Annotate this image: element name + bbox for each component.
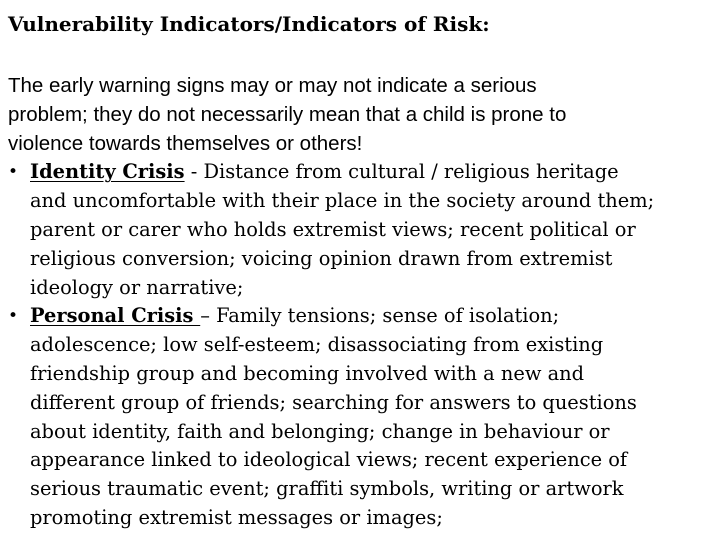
list-item-personal-crisis (8, 302, 710, 532)
indicator-text: about identity, faith and belonging; change in behaviour or (30, 419, 610, 443)
indicator-text: parent or carer who holds extremist views; recent political or (30, 217, 636, 241)
indicator-first-line (30, 302, 710, 331)
intro-line: The early warning signs may or may not indicate a serious (8, 74, 537, 97)
intro-line: violence towards themselves or others! (8, 131, 363, 155)
bullet-icon: • (8, 162, 19, 183)
indicator-text: Family tensions; sense of isolation; (216, 304, 560, 328)
indicator-separator: – (200, 304, 217, 328)
list-item-identity-crisis (8, 158, 710, 302)
indicator-text: religious conversion; voicing opinion drawn from extremist (30, 246, 613, 270)
indicator-list (8, 158, 710, 532)
indicator-text: adolescence; low self-esteem; disassociating from existing (30, 333, 604, 357)
indicator-text: ideology or narrative; (30, 275, 244, 299)
indicator-term: Personal Crisis (30, 304, 201, 328)
intro-line: problem; they do not necessarily mean that a child is prone to (8, 102, 567, 126)
indicator-text: different group of friends; searching for answers to questions (30, 390, 637, 414)
intro-paragraph (8, 72, 710, 158)
page-title: Vulnerability Indicators/Indicators of Risk: (8, 12, 490, 36)
indicator-text: and uncomfortable with their place in the society around them; (30, 189, 655, 213)
indicator-text: serious traumatic event; graffiti symbols, writing or artwork (30, 477, 624, 501)
indicator-text: Distance from cultural / religious heritage (203, 160, 619, 184)
indicator-text: friendship group and becoming involved with a new and (30, 361, 585, 385)
bullet-icon: • (8, 306, 19, 327)
indicator-text: promoting extremist messages or images; (30, 505, 443, 529)
indicator-term: Identity Crisis (30, 160, 185, 184)
indicator-text: appearance linked to ideological views; recent experience of (30, 448, 628, 472)
indicator-first-line (30, 158, 710, 187)
indicator-separator: - (184, 160, 204, 184)
